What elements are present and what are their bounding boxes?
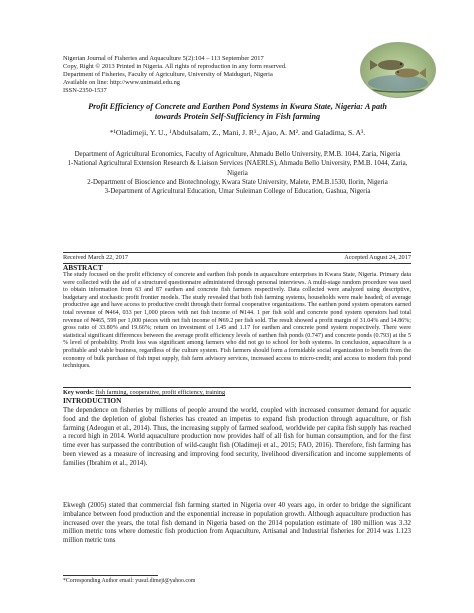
journal-masthead xyxy=(63,55,363,95)
keywords-label: Key words: xyxy=(63,389,94,396)
corresponding-author-footnote: *Corresponding Author email: yusuf.dimeji@yahoo.com xyxy=(63,578,196,584)
intro-paragraph-1: The dependence on fisheries by millions of people around the world, coupled with increased consumer demand for aquatic food and the depletion of global fisheries has created an impetus to expand fish production through aquaculture, or fish farming (Adeogun et al., 2014). Thus, the increasing supply of farmed seafood, worldwide per capita fish supply has reached a record high in 2014. World aquaculture production now provides half of all fish for human consumption, and for the first time ever has surpassed the contribution of wild-caught fish (Oladimeji et al., 2015; FAO, 2016). Therefore, fish farming has been viewed as a measure of increasing and improving food security, livelihood diversification and income supplements of families (Ibrahim et al., 2014). xyxy=(63,407,411,467)
accepted-date: Accepted August 24, 2017 xyxy=(344,254,411,261)
fish-logo-graphic xyxy=(361,43,435,97)
affiliation-item: 3-Department of Agricultural Education, Umar Suleiman College of Education, Gashua, Nigeria xyxy=(104,188,371,196)
fish-journal-logo-icon xyxy=(360,42,436,98)
affiliation-item: Department of Agricultural Economics, Faculty of Agriculture, Ahmadu Bello University, P.M.B. 1044, Zaria, Nigeria xyxy=(74,151,401,158)
affiliations xyxy=(60,150,415,196)
introduction-heading: INTRODUCTION xyxy=(63,396,122,405)
affiliation-item: 1-National Agricultural Extension Research & Liaison Services (NAERLS), Ahmadu Bello University, P.M.B. 1044, Zaria, Nigeria xyxy=(67,160,408,177)
article-title: Profit Efficiency of Concrete and Earthen Pond Systems in Kwara State, Nigeria: A path towards Protein Self-Sufficiency in Fish farming xyxy=(88,102,387,122)
divider-dates xyxy=(63,263,411,264)
online-availability: Available on line: http://www.unimaid.edu.ng xyxy=(63,79,180,87)
issn: ISSN-2350-1537 xyxy=(63,87,107,95)
abstract-heading: ABSTRACT xyxy=(63,263,103,272)
abstract-text: The study focused on the profit efficiency of concrete and earthen fish ponds in aquaculture enterprises in Kwara State, Nigeria. Primary data were collected with the aid of a structured questionnaire administered through personal interviews. A multi-stage random procedure was used to obtain information from 63 and 87 earthen and concrete fish farmers respectively. Data collected were analyzed using descriptive, budgetary and stochastic profit frontier models. The study revealed that both fish farming systems, households were male headed; of average productive age and have access to productive credit through their formal cooperative organizations. The earthen pond system operators earned total revenue of ₦464, 033 per 1,000 pieces with net fish income of ₦144. 1 per fish sold and concrete pond system operators had total revenue of ₦465, 599 per 1,000 pieces with net fish income of ₦69.2 per fish sold. The result showed a profit margin of 31.04% and 14.86%; gross ratio of 33.80% and 19.66%; return on investment of 1.45 and 1.17 for earthen and concrete pond system respectively. There were statistical significant differences between the average profit efficiency levels of earthen fish ponds (0.747) and concrete ponds (0.793) at the 5 % level of probability. Profit loss was significant among farmers who did not go to school for both systems. In conclusion, aquaculture is a profitable and viable business, regardless of the culture system. Fish farmers should form a formidable social organization to benefit from the economy of bulk purchase of fish input supply, fish farm advisory services, increased access to micro-credit; and access to modern fish pond techniques. xyxy=(63,272,411,370)
keywords-list: fish farming, cooperative, profit efficiency, training xyxy=(95,389,226,396)
received-date: Received March 22, 2017 xyxy=(63,254,129,261)
divider-keywords xyxy=(63,387,411,388)
footnote-divider xyxy=(63,575,158,576)
divider-top xyxy=(63,252,411,253)
copyright-notice: Copy, Right © 2013 Printed in Nigeria. All rights of reproduction in any form reserved. xyxy=(63,63,287,71)
article-dates xyxy=(63,254,411,262)
author-list: *¹Oladimeji, Y. U., ¹Abdulsalam, Z., Mani, J. R¹., Ajao, A. M². and Galadima, S. A³. xyxy=(109,128,366,137)
intro-paragraph-2: Ekwegh (2005) stated that commercial fish farming started in Nigeria over 40 years ago, in order to bridge the significant imbalance between food production and the exponential increase in population growth. Although aquaculture production has increased over the years, the total fish demand in Nigeria based on the 2014 population estimate of 180 million was 3.32 million metric tons where domestic fish production from Aquaculture, Artisanal and Industrial fisheries for 2014 was 1.123 million metric tons xyxy=(63,502,411,544)
affiliation-item: 2-Department of Bioscience and Biotechnology, Kwara State University, Malete, P.M.B.1530, Ilorin, Nigeria xyxy=(87,178,388,186)
publisher-department: Department of Fisheries, Faculty of Agriculture, University of Maiduguri, Nigeria xyxy=(63,71,273,79)
journal-citation: Nigerian Journal of Fisheries and Aquaculture 5(2):104 – 113 September 2017 xyxy=(63,55,264,62)
